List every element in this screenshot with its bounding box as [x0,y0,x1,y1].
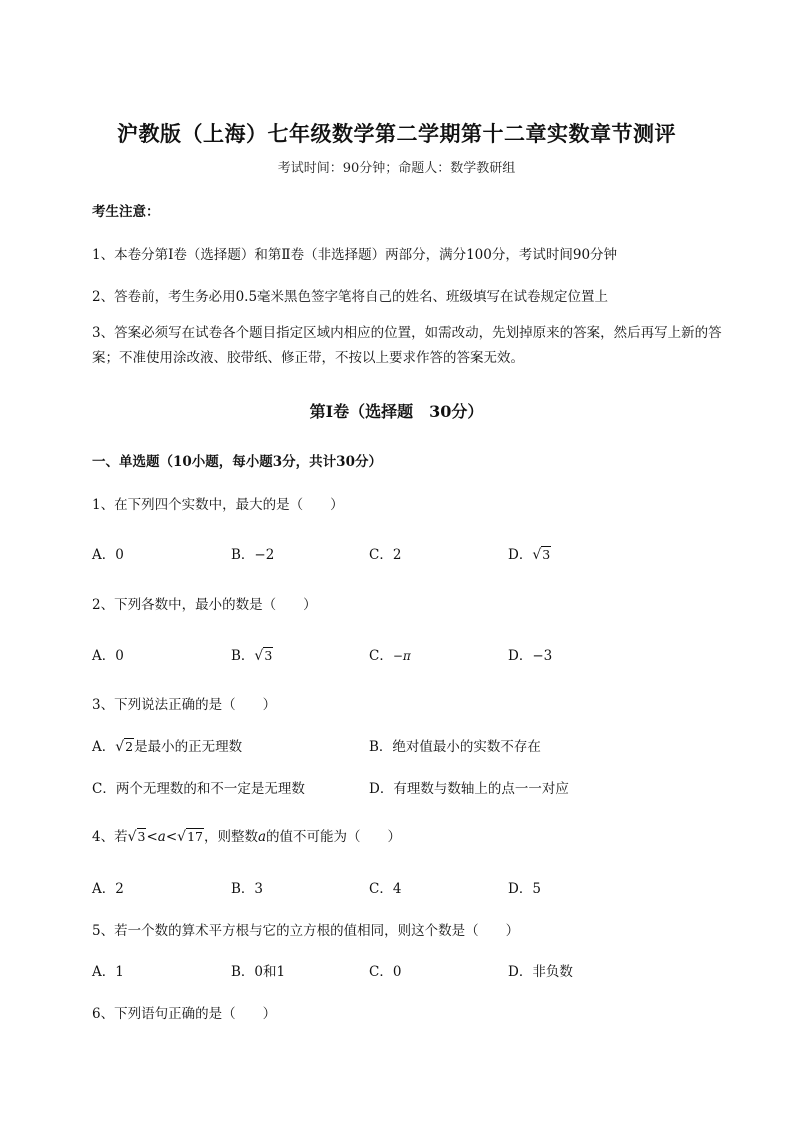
radicand: 3 [264,648,273,663]
radical-sign: √ [532,547,542,563]
q5-option-d: D．非负数 [508,964,573,980]
q1-option-c: C．2 [369,547,402,563]
less-than-sign: < [146,829,158,845]
q4-option-b: B．3 [231,881,264,897]
q2-option-b-label: B． [231,648,255,664]
q4-option-c: C．4 [369,881,402,897]
q1-option-b: B．−2 [231,547,275,563]
radicand: 2 [125,739,134,754]
q2-option-b [231,644,273,664]
section-title: 第Ⅰ卷（选择题 30分） [309,402,484,421]
q3-option-a-text: 是最小的正无理数 [134,739,243,755]
question-5-stem: 5、若一个数的算术平方根与它的立方根的值相同，则这个数是（ ） [92,923,520,939]
sqrt-3-expression [128,829,147,845]
question-2-stem: 2、下列各数中，最小的数是（ ） [92,597,317,613]
q2-option-d: D．−3 [508,648,553,664]
sqrt-2-expression [115,739,134,755]
q3-option-a [92,735,242,755]
question-4-stem [92,825,401,845]
notice-heading: 考生注意： [92,204,160,220]
negative-pi: −π [392,649,411,663]
q4-prefix: 4、若 [92,829,128,845]
notice-item-1: 1、本卷分第Ⅰ卷（选择题）和第Ⅱ卷（非选择题）两部分，满分100分，考试时间90分钟 [92,247,618,263]
q5-option-c: C．0 [369,964,402,980]
q4-option-a: A．2 [92,881,124,897]
alpha-variable: a [157,829,166,845]
radical-sign: √ [254,648,264,664]
question-1-stem: 1、在下列四个实数中，最大的是（ ） [92,497,344,513]
q2-option-c [369,644,411,664]
notice-item-3: 3、答案必须写在试卷各个题目指定区域内相应的位置，如需改动，先划掉原来的答案，然后再写上新的答案；不准使用涂改液、胶带纸、修正带，不按以上要求作答的答案无效。 [92,325,722,366]
notice-item-2: 2、答卷前，考生务必用0.5毫米黑色签字笔将自己的姓名、班级填写在试卷规定位置上 [92,289,609,305]
radical-sign: √ [115,739,125,755]
less-than-sign: < [165,829,178,845]
q5-option-b: B．0和1 [231,964,286,980]
q4-option-d: D．5 [508,881,541,897]
q4-suffix: 的值不可能为（ ） [266,829,402,845]
page-title: 沪教版（上海）七年级数学第二学期第十二章实数章节测评 [117,121,676,146]
question-3-stem: 3、下列说法正确的是（ ） [92,697,277,713]
radical-sign: √ [177,829,187,845]
sqrt-3-expression [532,547,551,563]
q1-option-d [508,543,551,563]
q1-option-d-label: D． [508,547,533,563]
q4-mid: ，则整数 [203,829,258,845]
radicand: 3 [542,547,551,562]
q3-option-c: C．两个无理数的和不一定是无理数 [92,781,305,797]
question-6-stem: 6、下列语句正确的是（ ） [92,1006,277,1022]
variable-a: a [257,829,267,845]
q2-option-a: A．0 [92,648,124,664]
q3-option-a-label: A． [92,739,116,755]
radicand: 17 [187,829,203,844]
exam-subtitle: 考试时间：90分钟；命题人：数学教研组 [277,161,516,176]
radicand: 3 [137,829,146,844]
q2-option-c-label: C． [369,648,393,664]
sqrt-3-expression [254,648,273,664]
q1-option-a: A．0 [92,547,124,563]
sqrt-17-expression [177,829,204,845]
q5-option-a: A．1 [92,964,124,980]
radical-sign: √ [127,829,137,845]
q3-option-b: B．绝对值最小的实数不存在 [369,739,541,755]
q3-option-d: D．有理数与数轴上的点一一对应 [369,781,569,797]
part-heading: 一、单选题（10小题，每小题3分，共计30分） [92,454,382,470]
